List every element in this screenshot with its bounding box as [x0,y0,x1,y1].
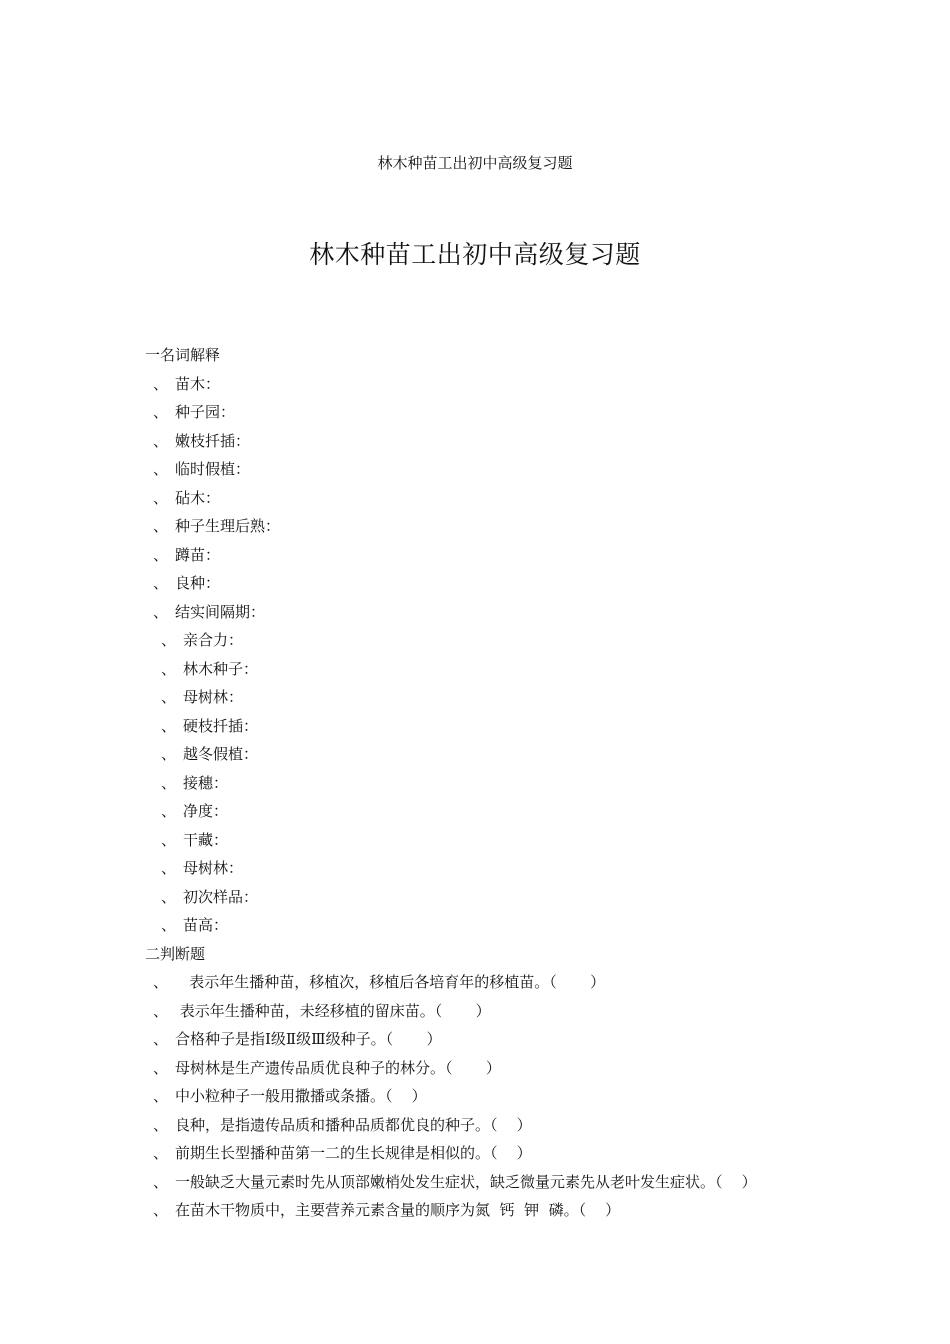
list-marker: 、 [153,1144,169,1162]
list-item [145,797,845,826]
question-item [145,997,845,1026]
list-item-text: 硬枝扦插： [183,716,259,735]
question-text: 中小粒种子一般用撒播或条播。（ ） [175,1087,427,1105]
list-item-text: 苗高： [183,916,229,934]
question-text: 合格种子是指Ⅰ级Ⅱ级Ⅲ级种子。（ ） [175,1030,442,1048]
list-marker: 、 [153,574,169,592]
list-item [145,427,845,456]
list-marker: 、 [153,602,169,621]
list-item-text: 亲合力： [183,631,244,649]
list-item [145,854,845,883]
list-marker: 、 [153,1001,169,1020]
list-item [145,683,845,712]
list-marker: 、 [153,403,169,421]
list-marker: 、 [153,973,169,991]
list-item-text: 结实间隔期： [175,602,266,621]
list-marker: 、 [153,488,169,507]
list-item [145,740,845,769]
question-text: 表示年生播种苗，未经移植的留床苗。（ ） [175,1001,491,1020]
list-marker: 、 [153,1030,169,1048]
question-item [145,1082,845,1111]
list-item-text: 净度： [183,802,229,820]
list-marker: 、 [161,688,177,706]
question-item [145,1168,845,1197]
list-item [145,883,845,912]
question-text: 前期生长型播种苗第一二的生长规律是相似的。（ ） [175,1144,532,1162]
list-item-text: 砧木： [175,488,221,507]
list-item-text: 苗木： [175,374,221,393]
list-item-text: 林木种子： [183,659,259,678]
question-item [145,1054,845,1083]
list-item [145,655,845,684]
list-item [145,769,845,798]
list-item-text: 嫩枝扦插： [175,431,251,450]
list-item [145,512,845,541]
section-heading-definitions: 一名词解释 [145,346,221,364]
document-body [145,341,845,1225]
list-marker: 、 [153,1172,169,1191]
list-marker: 、 [153,517,169,535]
list-marker: 、 [161,830,177,849]
list-marker: 、 [161,773,177,792]
list-item-text: 种子园： [175,403,236,421]
list-item [145,569,845,598]
question-item [145,1196,845,1225]
list-marker: 、 [153,1115,169,1134]
list-item [145,398,845,427]
question-text: 良种，是指遗传品质和播种品质都优良的种子。（ ） [175,1115,532,1134]
list-item-text: 临时假植： [175,460,251,478]
list-item-text: 蹲苗： [175,545,221,564]
list-marker: 、 [153,545,169,564]
list-marker: 、 [161,802,177,820]
list-item-text: 干藏： [183,830,229,849]
list-item [145,826,845,855]
list-marker: 、 [153,374,169,393]
list-item [145,455,845,484]
list-marker: 、 [161,716,177,735]
question-text: 母树林是生产遗传品质优良种子的林分。（ ） [175,1058,501,1077]
question-item [145,1139,845,1168]
list-marker: 、 [161,916,177,934]
list-item-text: 母树林： [183,688,244,706]
list-item-text: 接穗： [183,773,229,792]
list-item [145,541,845,570]
list-item-text: 种子生理后熟： [175,517,281,535]
list-item [145,598,845,627]
section-heading-true-false: 二判断题 [145,944,206,963]
list-item [145,911,845,940]
question-item [145,1025,845,1054]
list-marker: 、 [161,745,177,763]
question-text: 一般缺乏大量元素时先从顶部嫩梢处发生症状，缺乏微量元素先从老叶发生症状。（ ） [175,1172,757,1191]
question-item [145,968,845,997]
list-marker: 、 [153,1087,169,1105]
list-item-text: 良种： [175,574,221,592]
page-header: 林木种苗工出初中高级复习题 [377,154,573,172]
list-item [145,370,845,399]
list-item-text: 母树林： [183,859,244,877]
list-item-text: 初次样品： [183,887,259,906]
question-text: 表示年生播种苗，移植次，移植后各培育年的移植苗。（ ） [175,973,606,991]
list-marker: 、 [153,431,169,450]
list-item [145,484,845,513]
list-marker: 、 [153,1058,169,1077]
list-marker: 、 [153,460,169,478]
document-title: 林木种苗工出初中高级复习题 [309,240,641,269]
list-marker: 、 [161,887,177,906]
list-marker: 、 [161,659,177,678]
question-item [145,1111,845,1140]
list-marker: 、 [153,1201,169,1219]
question-text: 在苗木干物质中，主要营养元素含量的顺序为氮 钙 钾 磷。（ ） [175,1201,621,1219]
list-item [145,626,845,655]
list-marker: 、 [161,859,177,877]
list-item-text: 越冬假植： [183,745,259,763]
list-item [145,712,845,741]
list-marker: 、 [161,631,177,649]
